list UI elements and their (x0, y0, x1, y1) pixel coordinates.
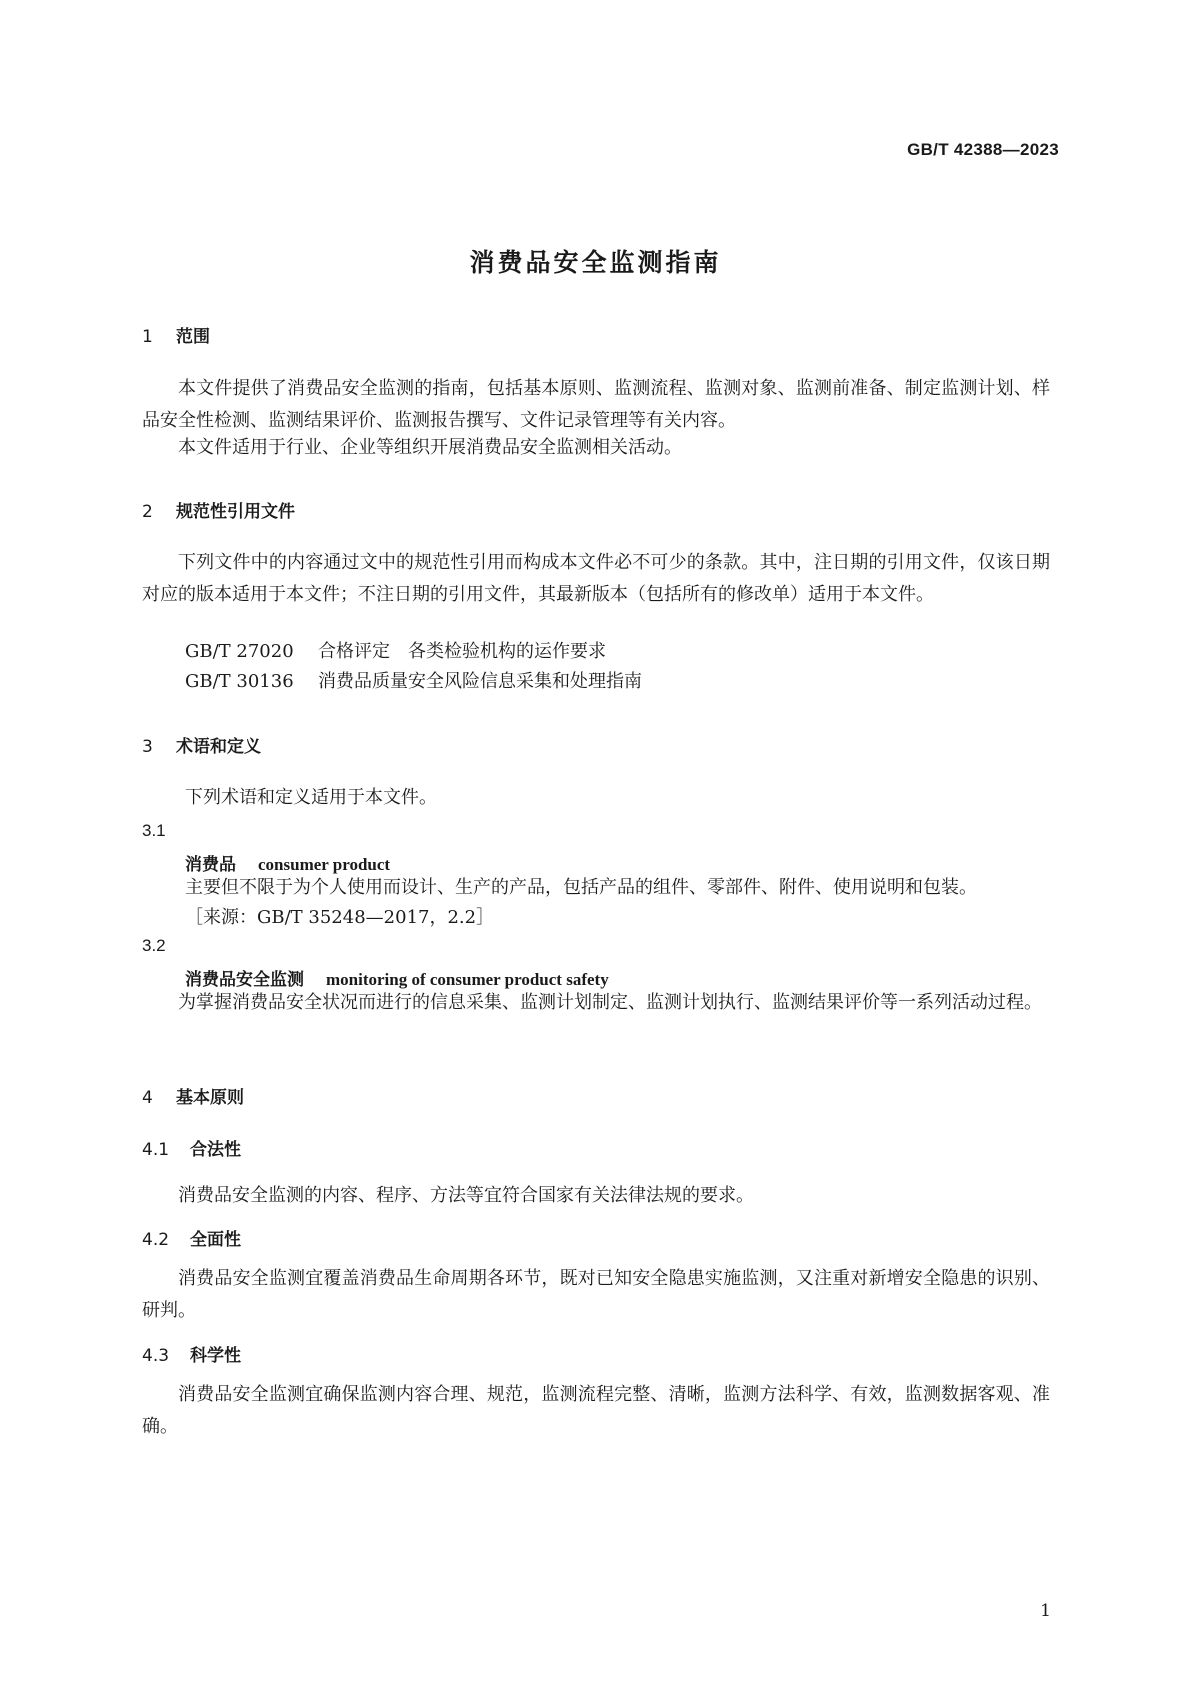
section-1-heading (142, 322, 210, 347)
section-title: 规范性引用文件 (176, 502, 295, 522)
term-definition: 主要但不限于为个人使用而设计、生产的产品，包括产品的组件、零部件、附件、使用说明和包装。 (185, 877, 977, 898)
section-1-paragraph-2: 本文件适用于行业、企业等组织开展消费品安全监测相关活动。 (178, 437, 682, 458)
subsection-number: 4.1 (142, 1140, 170, 1160)
subsection-4-1-heading (142, 1135, 241, 1160)
section-title: 基本原则 (176, 1088, 244, 1108)
section-title: 范围 (176, 327, 210, 347)
section-title: 术语和定义 (176, 737, 261, 757)
section-2-heading (142, 497, 295, 522)
subsection-4-2-heading (142, 1225, 241, 1250)
section-number: 2 (142, 502, 153, 522)
term-en: monitoring of consumer product safety (326, 970, 609, 989)
reference-item (185, 636, 606, 668)
reference-item (185, 666, 642, 698)
section-1-paragraph-1: 本文件提供了消费品安全监测的指南，包括基本原则、监测流程、监测对象、监测前准备、制定监测计划、样品安全性检测、监测结果评价、监测报告撰写、文件记录管理等有关内容。 (142, 378, 1050, 431)
standard-code: GB/T 42388—2023 (907, 140, 1059, 159)
subsection-number: 4.3 (142, 1346, 170, 1366)
subsection-4-2-paragraph: 消费品安全监测宜覆盖消费品生命周期各环节，既对已知安全隐患实施监测，又注重对新增安全隐患的识别、研判。 (142, 1268, 1050, 1321)
subsection-4-3-paragraph: 消费品安全监测宜确保监测内容合理、规范，监测流程完整、清晰，监测方法科学、有效，监测数据客观、准确。 (142, 1384, 1050, 1437)
subsection-4-1-paragraph: 消费品安全监测的内容、程序、方法等宜符合国家有关法律法规的要求。 (178, 1185, 754, 1206)
section-2-paragraph: 下列文件中的内容通过文中的规范性引用而构成本文件必不可少的条款。其中，注日期的引用文件，仅该日期对应的版本适用于本文件；不注日期的引用文件，其最新版本（包括所有的修改单）适用于本文件。 (142, 552, 1050, 605)
term-number: 3.2 (142, 936, 166, 955)
section-number: 3 (142, 737, 153, 757)
term-definition: 为掌握消费品安全状况而进行的信息采集、监测计划制定、监测计划执行、监测结果评价等一系列活动过程。 (178, 992, 1042, 1013)
document-title: 消费品安全监测指南 (469, 248, 722, 277)
reference-title: 消费品质量安全风险信息采集和处理指南 (318, 671, 642, 692)
term-zh: 消费品安全监测 (185, 970, 304, 990)
term-number: 3.1 (142, 821, 166, 840)
reference-code: GB/T 27020 (185, 641, 294, 662)
section-3-heading (142, 732, 261, 757)
section-number: 4 (142, 1088, 153, 1108)
section-3-intro: 下列术语和定义适用于本文件。 (185, 787, 437, 808)
term-source: ［来源：GB/T 35248—2017，2.2］ (185, 907, 495, 928)
section-4-heading (142, 1083, 244, 1108)
subsection-title: 合法性 (190, 1140, 241, 1160)
subsection-4-3-heading (142, 1341, 241, 1366)
section-number: 1 (142, 327, 153, 347)
term-en: consumer product (258, 855, 391, 874)
reference-title: 合格评定 各类检验机构的运作要求 (318, 641, 606, 662)
term-zh: 消费品 (185, 855, 236, 875)
reference-code: GB/T 30136 (185, 671, 294, 692)
subsection-title: 全面性 (190, 1230, 241, 1250)
subsection-number: 4.2 (142, 1230, 170, 1250)
subsection-title: 科学性 (190, 1346, 241, 1366)
page-number: 1 (1040, 1601, 1051, 1621)
